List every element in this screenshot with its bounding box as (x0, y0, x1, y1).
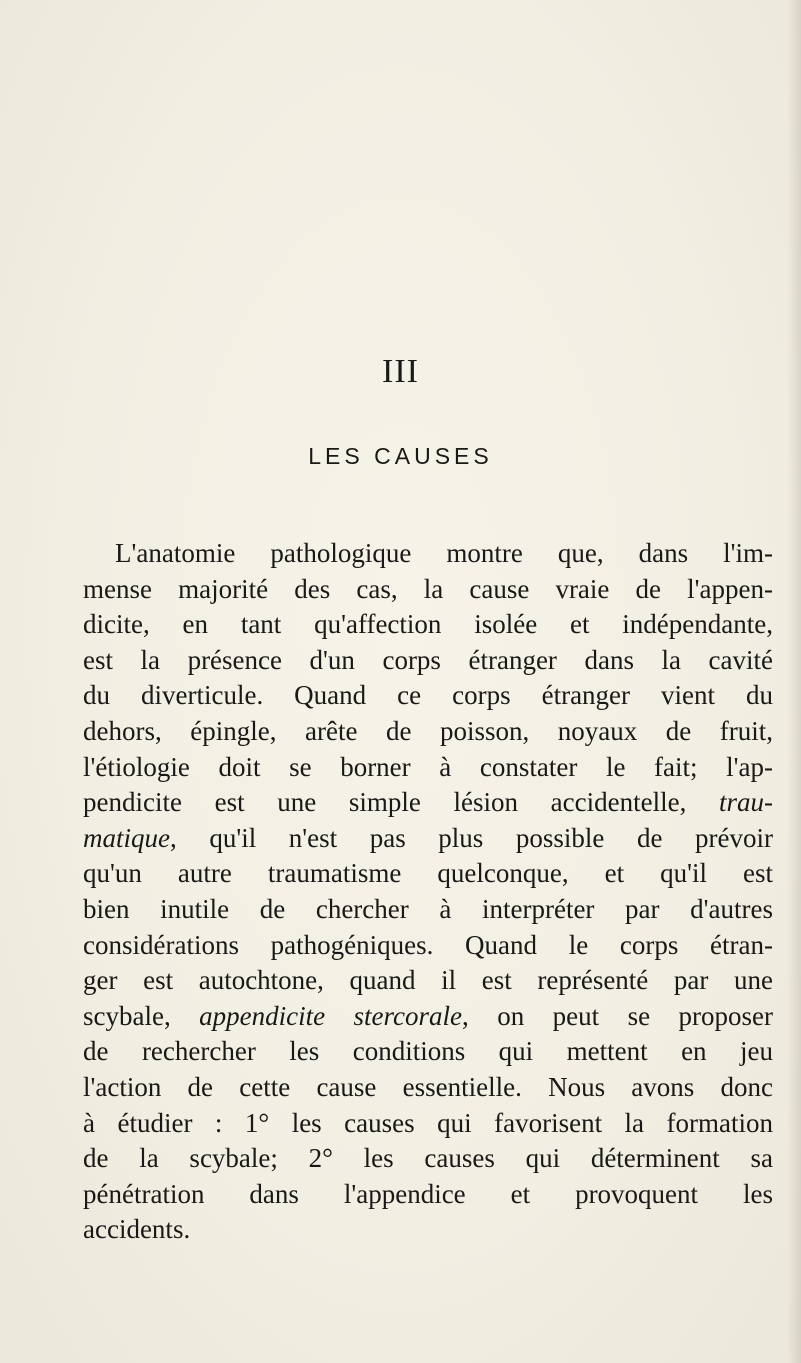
text-line: à étudier : 1° les causes qui favorisent la formation (83, 1107, 773, 1138)
text-line: l'action de cette cause essentielle. Nous avons donc (83, 1071, 773, 1102)
text-line: qu'un autre traumatisme quelconque, et qu'il est (83, 858, 773, 889)
text-run: , on peut se proposer (462, 1000, 773, 1031)
text-line (83, 999, 773, 1035)
text-line: ger est autochtone, quand il est représenté par une (83, 965, 773, 996)
text-line: considérations pathogéniques. Quand le corps étran- (83, 929, 773, 960)
italic-term: trau- (719, 787, 773, 818)
body-paragraph (83, 536, 773, 1248)
text-run: scybale, (83, 1000, 200, 1031)
italic-term: matique (83, 822, 170, 853)
text-line: est la présence d'un corps étranger dans la cavité (83, 644, 773, 675)
italic-term: appendicite stercorale (199, 1000, 463, 1031)
text-line: de la scybale; 2° les causes qui déterminent sa (83, 1143, 773, 1174)
text-run: pendicite est une simple lésion accidentelle, (83, 787, 719, 818)
text-line: accidents. (83, 1214, 191, 1245)
text-line: pénétration dans l'appendice et provoquent les (83, 1178, 773, 1209)
text-line (83, 821, 773, 857)
text-line: L'anatomie pathologique montre que, dans l'im- (115, 538, 773, 568)
text-line: du diverticule. Quand ce corps étranger vient du (83, 680, 773, 711)
chapter-number: III (382, 353, 419, 390)
text-line: l'étiologie doit se borner à constater le fait; l'ap- (83, 751, 773, 782)
text-line: mense majorité des cas, la cause vraie de l'appen- (83, 573, 773, 604)
chapter-title: LES CAUSES (308, 443, 493, 469)
text-line: bien inutile de chercher à interpréter par d'autres (83, 893, 773, 924)
text-line (83, 785, 773, 821)
page-edge-shadow (787, 0, 801, 1363)
text-line: de rechercher les conditions qui mettent en jeu (83, 1036, 773, 1067)
text-run: , qu'il n'est pas plus possible de prévoir (170, 822, 773, 853)
text-line: dicite, en tant qu'affection isolée et indépendante, (83, 609, 773, 640)
text-line: dehors, épingle, arête de poisson, noyaux de fruit, (83, 715, 773, 746)
